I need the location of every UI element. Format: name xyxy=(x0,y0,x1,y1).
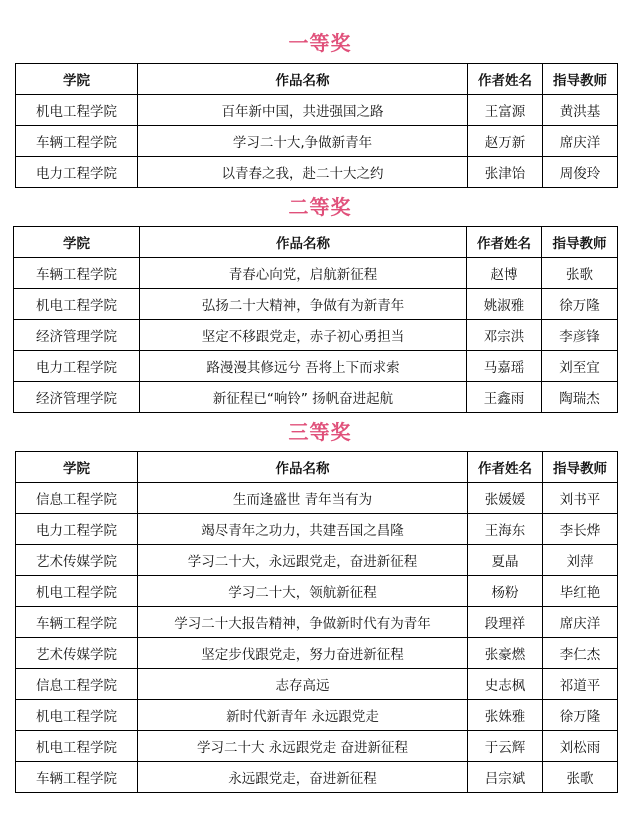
teacher-cell: 毕红艳 xyxy=(543,576,618,607)
section-title-second-prize: 二等奖 xyxy=(288,195,352,219)
work-cell: 学习二十大，领航新征程 xyxy=(138,576,468,607)
author-cell: 张媛媛 xyxy=(468,483,543,514)
work-header: 作品名称 xyxy=(138,64,468,95)
section-title-third-prize: 三等奖 xyxy=(288,420,352,444)
author-cell: 杨粉 xyxy=(468,576,543,607)
college-cell: 艺术传媒学院 xyxy=(16,545,138,576)
author-cell: 段理祥 xyxy=(468,607,543,638)
teacher-cell: 刘松雨 xyxy=(543,731,618,762)
teacher-cell: 徐万隆 xyxy=(543,700,618,731)
work-cell: 坚定不移跟党走，赤子初心勇担当 xyxy=(140,320,467,351)
author-header: 作者姓名 xyxy=(467,227,542,258)
table-row xyxy=(16,514,618,545)
table-row xyxy=(16,731,618,762)
college-cell: 电力工程学院 xyxy=(14,351,140,382)
table-row xyxy=(16,157,618,188)
teacher-cell: 刘萍 xyxy=(543,545,618,576)
work-header: 作品名称 xyxy=(138,452,468,483)
college-cell: 经济管理学院 xyxy=(14,382,140,413)
work-cell: 百年新中国，共进强国之路 xyxy=(138,95,468,126)
college-header: 学院 xyxy=(16,452,138,483)
college-cell: 车辆工程学院 xyxy=(16,126,138,157)
author-cell: 赵博 xyxy=(467,258,542,289)
table-header-row xyxy=(14,227,618,258)
author-cell: 王富源 xyxy=(468,95,543,126)
work-header: 作品名称 xyxy=(140,227,467,258)
work-cell: 青春心向党，启航新征程 xyxy=(140,258,467,289)
teacher-cell: 张歌 xyxy=(542,258,618,289)
college-cell: 电力工程学院 xyxy=(16,514,138,545)
teacher-cell: 祁道平 xyxy=(543,669,618,700)
work-cell: 新时代新青年 永远跟党走 xyxy=(138,700,468,731)
teacher-header: 指导教师 xyxy=(542,227,618,258)
table-header-row xyxy=(16,452,618,483)
teacher-cell: 周俊玲 xyxy=(543,157,618,188)
author-cell: 于云辉 xyxy=(468,731,543,762)
teacher-cell: 李长烨 xyxy=(543,514,618,545)
work-cell: 竭尽青年之功力，共建吾国之昌隆 xyxy=(138,514,468,545)
work-cell: 学习二十大，永远跟党走，奋进新征程 xyxy=(138,545,468,576)
author-cell: 张津饴 xyxy=(468,157,543,188)
author-cell: 张姝雅 xyxy=(468,700,543,731)
table-row xyxy=(16,576,618,607)
work-cell: 志存高远 xyxy=(138,669,468,700)
author-cell: 邓宗洪 xyxy=(467,320,542,351)
work-cell: 以青春之我，赴二十大之约 xyxy=(138,157,468,188)
author-cell: 史志枫 xyxy=(468,669,543,700)
table-row xyxy=(14,351,618,382)
table-row xyxy=(14,258,618,289)
work-cell: 新征程已“响铃” 扬帆奋进起航 xyxy=(140,382,467,413)
author-cell: 马嘉瑶 xyxy=(467,351,542,382)
college-cell: 车辆工程学院 xyxy=(16,607,138,638)
author-header: 作者姓名 xyxy=(468,64,543,95)
college-cell: 经济管理学院 xyxy=(14,320,140,351)
teacher-header: 指导教师 xyxy=(543,452,618,483)
work-cell: 学习二十大报告精神，争做新时代有为青年 xyxy=(138,607,468,638)
college-header: 学院 xyxy=(14,227,140,258)
table-row xyxy=(16,483,618,514)
work-cell: 弘扬二十大精神，争做有为新青年 xyxy=(140,289,467,320)
work-cell: 生而逢盛世 青年当有为 xyxy=(138,483,468,514)
table-row xyxy=(16,700,618,731)
teacher-cell: 刘书平 xyxy=(543,483,618,514)
work-cell: 路漫漫其修远兮 吾将上下而求索 xyxy=(140,351,467,382)
table-row xyxy=(16,762,618,793)
teacher-cell: 席庆洋 xyxy=(543,607,618,638)
author-cell: 王鑫雨 xyxy=(467,382,542,413)
teacher-cell: 席庆洋 xyxy=(543,126,618,157)
college-cell: 机电工程学院 xyxy=(16,95,138,126)
table-row xyxy=(16,95,618,126)
work-cell: 永远跟党走，奋进新征程 xyxy=(138,762,468,793)
teacher-cell: 李仁杰 xyxy=(543,638,618,669)
college-cell: 机电工程学院 xyxy=(16,576,138,607)
table-row xyxy=(14,320,618,351)
author-header: 作者姓名 xyxy=(468,452,543,483)
work-cell: 学习二十大,争做新青年 xyxy=(138,126,468,157)
work-cell: 坚定步伐跟党走，努力奋进新征程 xyxy=(138,638,468,669)
college-cell: 机电工程学院 xyxy=(16,700,138,731)
college-cell: 机电工程学院 xyxy=(14,289,140,320)
table-row xyxy=(14,289,618,320)
author-cell: 姚淑雅 xyxy=(467,289,542,320)
teacher-cell: 黄洪基 xyxy=(543,95,618,126)
author-cell: 夏晶 xyxy=(468,545,543,576)
college-header: 学院 xyxy=(16,64,138,95)
table-row xyxy=(16,545,618,576)
author-cell: 王海东 xyxy=(468,514,543,545)
table-row xyxy=(16,607,618,638)
teacher-header: 指导教师 xyxy=(543,64,618,95)
college-cell: 信息工程学院 xyxy=(16,669,138,700)
author-cell: 张豪燃 xyxy=(468,638,543,669)
author-cell: 赵万新 xyxy=(468,126,543,157)
college-cell: 艺术传媒学院 xyxy=(16,638,138,669)
teacher-cell: 李彦锋 xyxy=(542,320,618,351)
first-prize-table xyxy=(15,63,618,188)
table-header-row xyxy=(16,64,618,95)
table-row xyxy=(16,126,618,157)
college-cell: 电力工程学院 xyxy=(16,157,138,188)
college-cell: 信息工程学院 xyxy=(16,483,138,514)
table-row xyxy=(16,638,618,669)
college-cell: 车辆工程学院 xyxy=(14,258,140,289)
teacher-cell: 陶瑞杰 xyxy=(542,382,618,413)
college-cell: 机电工程学院 xyxy=(16,731,138,762)
college-cell: 车辆工程学院 xyxy=(16,762,138,793)
teacher-cell: 徐万隆 xyxy=(542,289,618,320)
author-cell: 吕宗斌 xyxy=(468,762,543,793)
work-cell: 学习二十大 永远跟党走 奋进新征程 xyxy=(138,731,468,762)
section-title-first-prize: 一等奖 xyxy=(288,31,352,55)
table-row xyxy=(14,382,618,413)
teacher-cell: 刘至宜 xyxy=(542,351,618,382)
second-prize-table xyxy=(13,226,618,413)
teacher-cell: 张歌 xyxy=(543,762,618,793)
third-prize-table xyxy=(15,451,618,793)
table-row xyxy=(16,669,618,700)
